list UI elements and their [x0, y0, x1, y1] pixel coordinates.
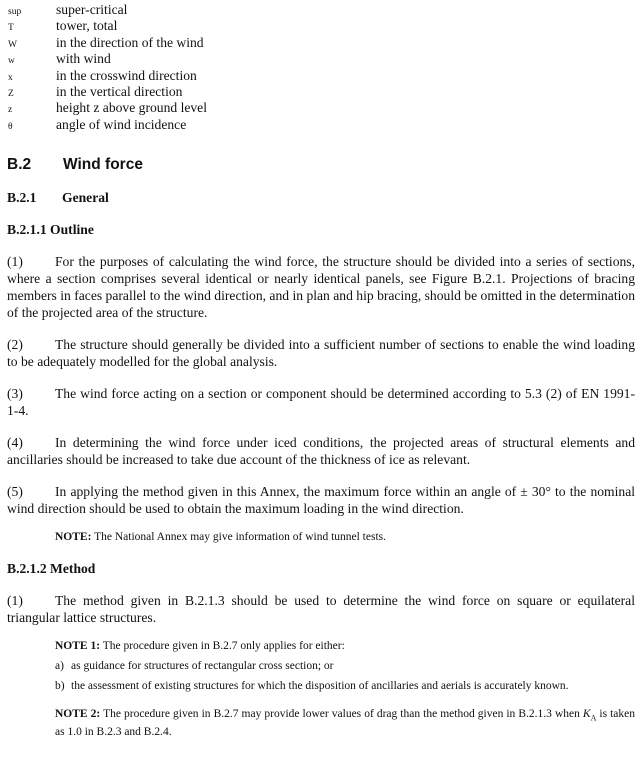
symbol: z	[8, 105, 13, 116]
symbol: w	[8, 56, 15, 67]
document-page	[7, 0, 635, 740]
note-label: NOTE:	[55, 531, 92, 544]
symbol-description: in the crosswind direction	[56, 67, 197, 83]
paragraph-number: (5)	[7, 484, 23, 500]
symbol: x	[8, 72, 13, 83]
symbol-row	[7, 83, 635, 99]
symbol-description: with wind	[56, 51, 111, 67]
note-text: The National Annex may give information of wind tunnel tests.	[94, 531, 387, 544]
paragraph-text: For the purposes of calculating the wind force, the structure should be divided into a series of sections, where a section comprises several identical or nearly identical panels, see Figure B.2.1. Projections of bracing members in faces parallel to the wind direction, and in plan and hip bracing, should be omitted in the determination of the projected area of the structure.	[7, 254, 635, 321]
outline-paragraph-4	[7, 434, 635, 468]
paragraph-text: The structure should generally be divided into a sufficient number of sections to enable the wind loading to be adequately modelled for the global analysis.	[7, 337, 635, 370]
subsection-heading	[7, 189, 635, 206]
list-item-label: b)	[55, 680, 65, 693]
list-item-text: as guidance for structures of rectangular cross section; or	[71, 660, 334, 673]
note-text-end: is taken as 1.0 in B.2.3 and B.2.4.	[55, 708, 636, 739]
list-item-text: the assessment of existing structures for which the disposition of ancillaries and aerials is accurately known.	[71, 680, 569, 693]
symbol-description: in the vertical direction	[56, 83, 183, 99]
outline-paragraph-1	[7, 253, 635, 321]
list-item-label: a)	[55, 660, 64, 673]
method-paragraph-1	[7, 592, 635, 626]
method-heading: B.2.1.2 Method	[7, 561, 96, 577]
paragraph-text: In determining the wind force under iced conditions, the projected areas of structural elements and ancillaries should be increased to take due account of the thickness of ice as relevant.	[7, 435, 635, 468]
paragraph-text: The wind force acting on a section or component should be determined according to 5.3 (2) of EN 1991-1-4.	[7, 386, 635, 419]
symbol: W	[8, 39, 17, 50]
symbol-description: in the direction of the wind	[56, 34, 204, 50]
note-label: NOTE 2:	[55, 708, 101, 721]
subsection-title: General	[62, 190, 109, 206]
paragraph-text: In applying the method given in this Annex, the maximum force within an angle of ± 30° to the nominal wind direction should be used to obtain the maximum loading in the wind direction.	[7, 484, 635, 517]
paragraph-number: (4)	[7, 435, 23, 451]
outline-note	[55, 530, 635, 545]
outline-paragraph-5	[7, 483, 635, 517]
symbol: θ	[8, 121, 13, 132]
outline-paragraph-2	[7, 336, 635, 370]
symbol: Z	[8, 88, 14, 99]
subsection-number: B.2.1	[7, 190, 37, 206]
paragraph-text: The method given in B.2.1.3 should be used to determine the wind force on square or equilateral triangular lattice structures.	[7, 593, 635, 626]
paragraph-number: (2)	[7, 337, 23, 353]
symbol-row	[7, 34, 635, 50]
symbol: T	[8, 23, 14, 34]
note-label: NOTE 1:	[55, 640, 101, 653]
section-heading	[7, 156, 635, 174]
symbol-row	[7, 1, 635, 17]
paragraph-number: (1)	[7, 593, 23, 609]
k-symbol: K	[582, 708, 591, 721]
symbol-row	[7, 116, 635, 132]
symbol-description: height z above ground level	[56, 100, 207, 116]
symbol-table	[7, 1, 635, 132]
outline-paragraph-3	[7, 385, 635, 419]
symbol-row	[7, 67, 635, 83]
list-item	[55, 659, 635, 674]
symbol-description: angle of wind incidence	[56, 116, 187, 132]
method-note-2	[55, 707, 635, 740]
symbol-description: tower, total	[56, 18, 118, 34]
note-text: The procedure given in B.2.7 only applies for either:	[102, 640, 345, 653]
note-text: The procedure given in B.2.7 may provide lower values of drag than the method given in B.2.1.3 when	[103, 708, 583, 721]
method-note-1	[55, 639, 635, 654]
k-subscript: A	[590, 713, 597, 723]
section-title: Wind force	[63, 156, 143, 174]
symbol: sup	[8, 7, 22, 17]
list-item	[55, 679, 635, 694]
paragraph-number: (1)	[7, 254, 23, 270]
symbol-description: super-critical	[56, 2, 128, 17]
symbol-row	[7, 17, 635, 33]
symbol-row	[7, 50, 635, 66]
outline-heading: B.2.1.1 Outline	[7, 222, 94, 238]
paragraph-number: (3)	[7, 386, 23, 402]
symbol-row	[7, 99, 635, 115]
section-number: B.2	[7, 156, 32, 174]
